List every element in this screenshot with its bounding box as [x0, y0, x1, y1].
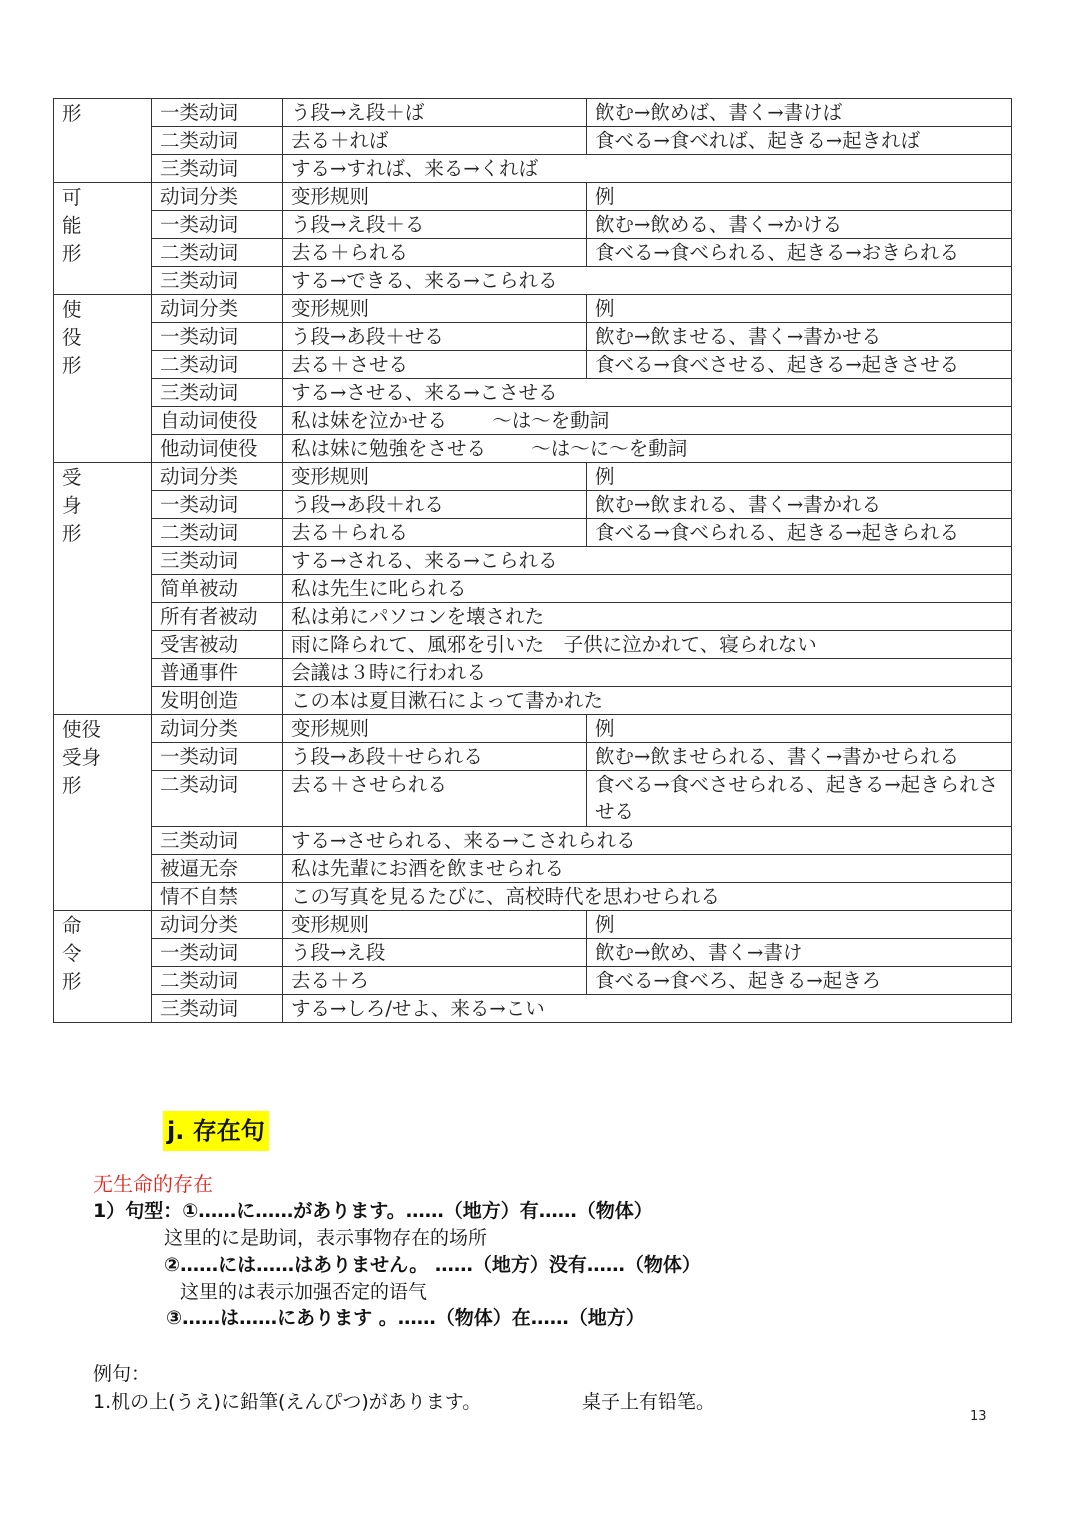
rule-cell: 变形规则 — [283, 183, 587, 211]
example-label: 例句： — [93, 1363, 151, 1385]
verb-category-cell: 动词分类 — [152, 463, 283, 491]
table-row — [54, 743, 1012, 771]
example-cell: 飲む→飲ませられる、書く→書かせられる — [587, 743, 1012, 771]
section-heading: j. 存在句 — [163, 1111, 269, 1151]
usage-cell: 私は弟にパソコンを壊された — [283, 603, 1012, 631]
rule-cell: う段→え段＋ば — [283, 99, 587, 127]
example-cell: 飲む→飲めば、書く→書けば — [587, 99, 1012, 127]
usage-cell: する→できる、来る→こられる — [283, 267, 1012, 295]
rule-cell: う段→え段＋る — [283, 211, 587, 239]
table-row — [54, 827, 1012, 855]
pattern-1: 1）句型：①……に……があります。……（地方）有……（物体） — [93, 1200, 653, 1222]
table-row — [54, 211, 1012, 239]
example-cell: 食べる→食べさせられる、起きる→起きられさせる — [587, 771, 1012, 827]
table-row — [54, 323, 1012, 351]
example-cell: 例 — [587, 295, 1012, 323]
table-row — [54, 547, 1012, 575]
verb-category-cell: 三类动词 — [152, 267, 283, 295]
verb-category-cell: 一类动词 — [152, 491, 283, 519]
usage-cell: する→しろ/せよ、来る→こい — [283, 995, 1012, 1023]
usage-cell: 私は妹に勉強をさせる ～は～に～を動詞 — [283, 435, 1012, 463]
conjugation-table-body — [54, 99, 1012, 1023]
note-1: 这里的に是助词，表示事物存在的场所 — [164, 1227, 488, 1249]
verb-category-cell: 一类动词 — [152, 323, 283, 351]
example-1-japanese: 1.机の上(うえ)に鉛筆(えんぴつ)があります。 — [93, 1391, 482, 1413]
example-cell: 食べる→食べれば、起きる→起きれば — [587, 127, 1012, 155]
verb-category-cell: 二类动词 — [152, 967, 283, 995]
example-cell: 食べる→食べろ、起きる→起きろ — [587, 967, 1012, 995]
rule-cell: 去る＋させられる — [283, 771, 587, 827]
verb-category-cell: 被逼无奈 — [152, 855, 283, 883]
form-name-cell — [54, 183, 152, 295]
table-row — [54, 379, 1012, 407]
table-row — [54, 407, 1012, 435]
form-name-cell — [54, 99, 152, 183]
table-row — [54, 939, 1012, 967]
table-row — [54, 603, 1012, 631]
conjugation-table — [53, 98, 1012, 1023]
example-cell: 食べる→食べられる、起きる→おきられる — [587, 239, 1012, 267]
rule-cell: う段→え段 — [283, 939, 587, 967]
verb-category-cell: 简单被动 — [152, 575, 283, 603]
table-row — [54, 911, 1012, 939]
pattern-2: ②……には……はありません。 ……（地方）没有……（物体） — [164, 1254, 701, 1276]
form-name: 形 — [62, 102, 82, 125]
verb-category-cell: 自动词使役 — [152, 407, 283, 435]
form-name-cell — [54, 911, 152, 1023]
verb-category-cell: 二类动词 — [152, 351, 283, 379]
table-row — [54, 435, 1012, 463]
table-row — [54, 883, 1012, 911]
table-row — [54, 351, 1012, 379]
table-row — [54, 267, 1012, 295]
rule-cell: 去る＋られる — [283, 519, 587, 547]
verb-category-cell: 动词分类 — [152, 911, 283, 939]
usage-cell: する→される、来る→こられる — [283, 547, 1012, 575]
usage-cell: する→させられる、来る→こされられる — [283, 827, 1012, 855]
verb-category-cell: 动词分类 — [152, 183, 283, 211]
example-cell: 例 — [587, 183, 1012, 211]
verb-category-cell: 三类动词 — [152, 995, 283, 1023]
table-row — [54, 967, 1012, 995]
example-cell: 飲む→飲ませる、書く→書かせる — [587, 323, 1012, 351]
verb-category-cell: 二类动词 — [152, 771, 283, 827]
verb-category-cell: 他动词使役 — [152, 435, 283, 463]
table-row — [54, 715, 1012, 743]
example-cell: 飲む→飲め、書く→書け — [587, 939, 1012, 967]
rule-cell: 去る＋れば — [283, 127, 587, 155]
example-cell: 例 — [587, 911, 1012, 939]
table-row — [54, 575, 1012, 603]
rule-cell: 去る＋させる — [283, 351, 587, 379]
usage-cell: 私は先生に叱られる — [283, 575, 1012, 603]
verb-category-cell: 三类动词 — [152, 155, 283, 183]
verb-category-cell: 三类动词 — [152, 547, 283, 575]
rule-cell: う段→あ段＋れる — [283, 491, 587, 519]
rule-cell: 变形规则 — [283, 715, 587, 743]
table-row — [54, 239, 1012, 267]
table-row — [54, 295, 1012, 323]
table-row — [54, 155, 1012, 183]
verb-category-cell: 普通事件 — [152, 659, 283, 687]
table-row — [54, 127, 1012, 155]
rule-cell: 变形规则 — [283, 463, 587, 491]
form-name-cell — [54, 463, 152, 715]
usage-cell: この本は夏目漱石によって書かれた — [283, 687, 1012, 715]
usage-cell: この写真を見るたびに、高校時代を思わせられる — [283, 883, 1012, 911]
example-cell: 飲む→飲める、書く→かける — [587, 211, 1012, 239]
usage-cell: 私は妹を泣かせる ～は～を動詞 — [283, 407, 1012, 435]
verb-category-cell: 二类动词 — [152, 519, 283, 547]
usage-cell: 会議は３時に行われる — [283, 659, 1012, 687]
verb-category-cell: 动词分类 — [152, 715, 283, 743]
table-row — [54, 995, 1012, 1023]
verb-category-cell: 受害被动 — [152, 631, 283, 659]
verb-category-cell: 三类动词 — [152, 827, 283, 855]
form-name: 使役 受身 形 — [62, 718, 102, 797]
usage-cell: 雨に降られて、風邪を引いた 子供に泣かれて、寝られない — [283, 631, 1012, 659]
verb-category-cell: 所有者被动 — [152, 603, 283, 631]
verb-category-cell: 一类动词 — [152, 99, 283, 127]
rule-cell: 去る＋ろ — [283, 967, 587, 995]
table-row — [54, 491, 1012, 519]
note-2: 这里的は表示加强否定的语气 — [180, 1281, 428, 1303]
table-row — [54, 99, 1012, 127]
example-1-chinese: 桌子上有铅笔。 — [582, 1391, 716, 1413]
form-name: 使 役 形 — [62, 298, 82, 377]
verb-category-cell: 动词分类 — [152, 295, 283, 323]
verb-category-cell: 一类动词 — [152, 939, 283, 967]
table-row — [54, 463, 1012, 491]
pattern-3: ③……は……にあります 。……（物体）在……（地方） — [166, 1307, 645, 1329]
example-cell: 食べる→食べさせる、起きる→起きさせる — [587, 351, 1012, 379]
table-row — [54, 771, 1012, 827]
verb-category-cell: 二类动词 — [152, 239, 283, 267]
table-row — [54, 855, 1012, 883]
table-row — [54, 631, 1012, 659]
form-name: 受 身 形 — [62, 466, 82, 545]
rule-cell: う段→あ段＋せられる — [283, 743, 587, 771]
table-row — [54, 659, 1012, 687]
form-name-cell — [54, 715, 152, 911]
verb-category-cell: 情不自禁 — [152, 883, 283, 911]
rule-cell: 变形规则 — [283, 295, 587, 323]
usage-cell: 私は先輩にお酒を飲ませられる — [283, 855, 1012, 883]
table-row — [54, 183, 1012, 211]
form-name-cell — [54, 295, 152, 463]
verb-category-cell: 发明创造 — [152, 687, 283, 715]
verb-category-cell: 一类动词 — [152, 211, 283, 239]
table-row — [54, 687, 1012, 715]
rule-cell: 变形规则 — [283, 911, 587, 939]
verb-category-cell: 一类动词 — [152, 743, 283, 771]
usage-cell: する→させる、来る→こさせる — [283, 379, 1012, 407]
example-cell: 飲む→飲まれる、書く→書かれる — [587, 491, 1012, 519]
rule-cell: う段→あ段＋せる — [283, 323, 587, 351]
verb-category-cell: 三类动词 — [152, 379, 283, 407]
rule-cell: 去る＋られる — [283, 239, 587, 267]
page-number: 13 — [970, 1409, 987, 1424]
usage-cell: する→すれば、来る→くれば — [283, 155, 1012, 183]
example-cell: 例 — [587, 463, 1012, 491]
form-name: 可 能 形 — [62, 186, 82, 265]
example-cell: 食べる→食べられる、起きる→起きられる — [587, 519, 1012, 547]
table-row — [54, 519, 1012, 547]
form-name: 命 令 形 — [62, 914, 82, 993]
verb-category-cell: 二类动词 — [152, 127, 283, 155]
example-cell: 例 — [587, 715, 1012, 743]
subheading: 无生命的存在 — [93, 1172, 213, 1196]
